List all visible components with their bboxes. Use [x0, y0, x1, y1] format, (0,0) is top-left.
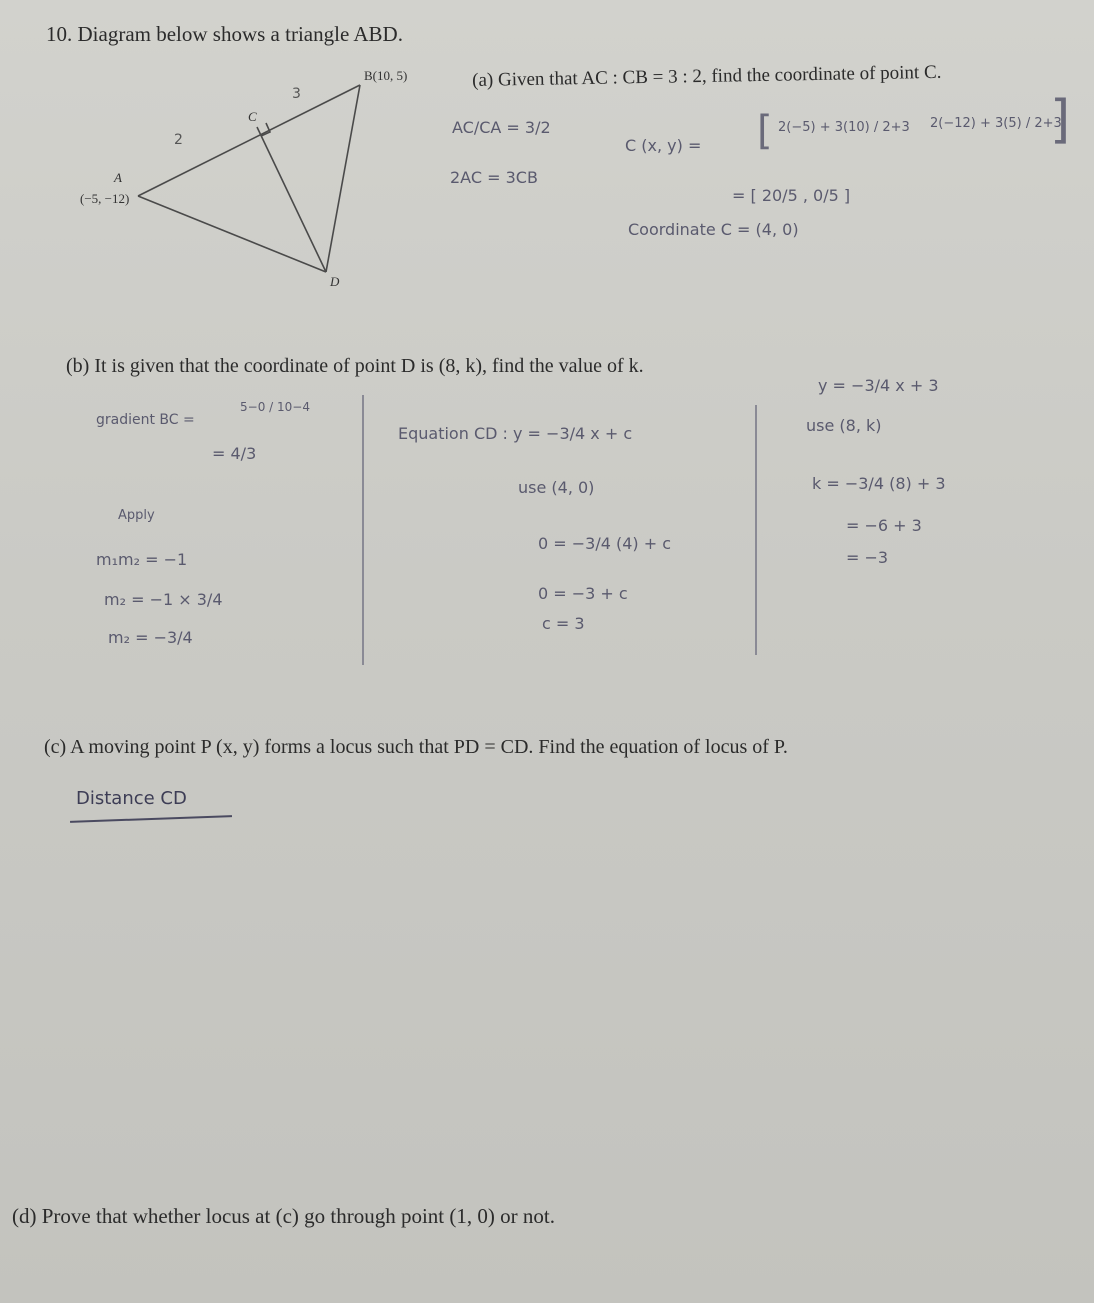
part-a-formula-close: ]	[1050, 90, 1071, 150]
part-b-sub: 0 = −3/4 (4) + c	[538, 534, 672, 553]
work-divider-1	[362, 395, 364, 665]
part-b-m-product: m₁m₂ = −1	[96, 550, 188, 569]
label-d: D	[330, 274, 340, 289]
part-b-use-point: use (4, 0)	[518, 478, 595, 497]
part-a-ratio: AC/CA = 3/2	[452, 118, 551, 137]
part-a-formula-y: 2(−12) + 3(5) / 2+3	[930, 116, 1062, 131]
part-b-use-d: use (8, k)	[806, 416, 882, 435]
part-d-prompt: (d) Prove that whether locus at (c) go through point (1, 0) or not.	[12, 1204, 555, 1228]
segment-cd	[257, 127, 326, 272]
part-b-m2-calc: m₂ = −1 × 3/4	[104, 590, 223, 609]
label-b: B(10, 5)	[364, 68, 408, 83]
question-heading: 10. Diagram below shows a triangle ABD.	[46, 22, 403, 46]
part-a-formula-x: 2(−5) + 3(10) / 2+3	[778, 120, 910, 135]
side-ad	[138, 196, 326, 272]
ratio-label-2: 2	[174, 132, 183, 148]
part-b-k-step: = −6 + 3	[846, 516, 922, 535]
label-a-coord: (−5, −12)	[80, 191, 130, 206]
part-a-formula-lhs: C (x, y) =	[625, 136, 702, 155]
part-b-sub2: 0 = −3 + c	[538, 584, 628, 603]
part-b-k-calc: k = −3/4 (8) + 3	[812, 474, 946, 493]
part-a-simplified: = [ 20/5 , 0/5 ]	[732, 186, 851, 205]
work-divider-2	[755, 405, 757, 655]
label-c: C	[248, 109, 257, 124]
part-a-result: Coordinate C = (4, 0)	[628, 220, 799, 239]
ratio-label-3: 3	[292, 86, 301, 102]
part-a-formula-open: [	[757, 108, 773, 154]
side-ab	[138, 85, 360, 196]
label-a: A	[114, 170, 122, 185]
part-b-line: y = −3/4 x + 3	[818, 376, 939, 395]
part-c-work: Distance CD	[76, 788, 187, 809]
part-c-prompt: (c) A moving point P (x, y) forms a locus such that PD = CD. Find the equation of locus of P.	[44, 736, 788, 758]
part-b-gradient-label: gradient BC =	[96, 412, 195, 428]
part-b-c-val: c = 3	[542, 614, 585, 633]
part-a-prompt: (a) Given that AC : CB = 3 : 2, find the coordinate of point C.	[472, 61, 942, 91]
side-bd	[326, 85, 360, 272]
part-b-k-val: = −3	[846, 548, 889, 567]
part-b-prompt: (b) It is given that the coordinate of point D is (8, k), find the value of k.	[66, 355, 644, 377]
part-a-cross: 2AC = 3CB	[450, 168, 538, 187]
part-b-gradient-frac: 5−0 / 10−4	[240, 400, 310, 414]
part-b-gradient-val: = 4/3	[212, 444, 257, 463]
part-b-m2-val: m₂ = −3/4	[108, 628, 193, 647]
part-b-eq-cd: Equation CD : y = −3/4 x + c	[398, 424, 633, 443]
part-b-note: Apply	[118, 508, 155, 523]
